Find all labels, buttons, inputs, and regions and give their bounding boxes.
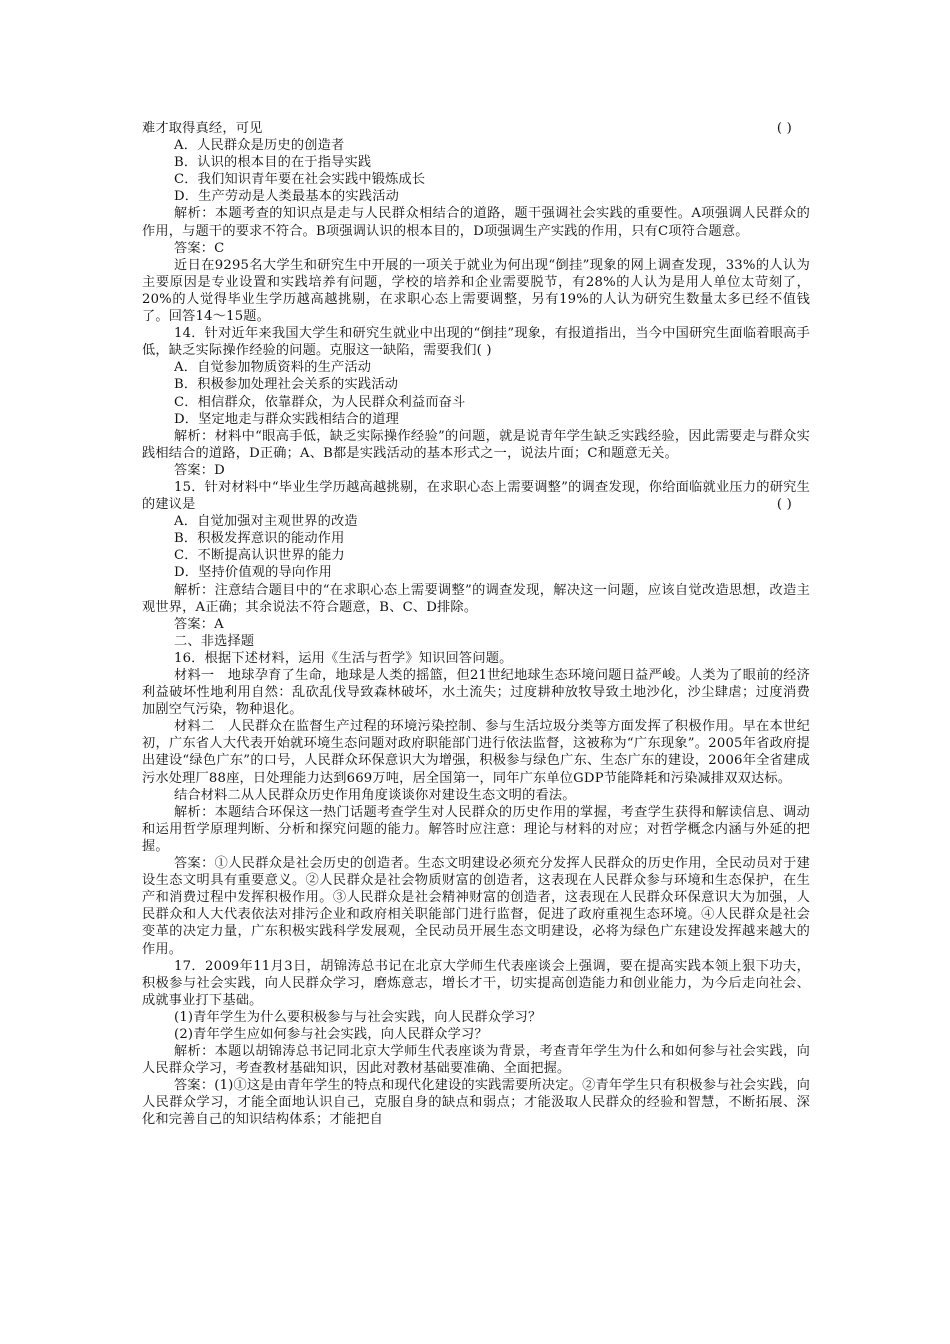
q14-answer: 答案：D (174, 462, 225, 478)
q16-answer: 答案：①人民群众是社会历史的创造者。生态文明建设必须充分发挥人民群众的历史作用，全民动员对于建设生态文明具有重要意义。②人民群众是社会物质财富的创造者，这表现在人民群众参与环境和生态保护，在生产和消费过程中发挥积极作用。③人民群众是社会精神财富的创造者，这表现在人民群众环保意识大为加强，人民群众和人大代表依法对排污企业和政府相关职能部门进行监督，促进了政府重视生态环境。④人民群众是社会变革的决定力量，广东积极实践科学发展观，全民动员开展生态文明建设，必将为绿色广东建设发挥越来越大的作用。 (142, 856, 810, 957)
q14-analysis: 解析：材料中“眼高手低，缺乏实际操作经验”的问题，就是说青年学生缺乏实践经验，因此需要走与群众实践相结合的道路，D正确；A、B都是实践活动的基本形式之一，说法片面；C和题意无关。 (142, 428, 810, 461)
q13-answer: 答案：C (174, 240, 225, 256)
q14-option-c: C．相信群众，依靠群众，为人民群众利益而奋斗 (174, 394, 466, 410)
q16-question: 结合材料二从人民群众历史作用角度谈谈你对建设生态文明的看法。 (174, 787, 576, 803)
q15-option-c: C．不断提高认识世界的能力 (174, 548, 345, 564)
q15-stem (142, 479, 810, 513)
q17-stem: 17．2009年11月3日，胡锦涛总书记在北京大学师生代表座谈会上强调，要在提高实践本领上狠下功夫，积极参与社会实践，向人民群众学习，磨炼意志，增长才干，切实提高创造能力和创业能力，为今后走向社会、成就事业打下基础。 (142, 958, 810, 1008)
q15-answer: 答案：A (174, 616, 224, 632)
q17-subquestion-2: (2)青年学生应如何参与社会实践，向人民群众学习？ (174, 1026, 488, 1042)
document-page (142, 120, 810, 1129)
shared-material: 近日在9295名大学生和研究生中开展的一项关于就业为何出现“倒挂”现象的网上调查发现，33%的人认为主要原因是专业设置和实践培养有问题，学校的培养和企业需要脱节，有28%的人认为是用人单位太苛刻了，20%的人觉得毕业生学历越高越挑剔，在求职心态上需要调整，另有19%的人认为研究生数量太多已经不值钱了。回答14～15题。 (142, 257, 810, 325)
q14-option-d: D．坚定地走与群众实践相结合的道理 (174, 411, 399, 427)
q16-analysis: 解析：本题结合环保这一热门话题考查学生对人民群众的历史作用的掌握，考查学生获得和解读信息、调动和运用哲学原理判断、分析和探究问题的能力。解答时应注意：理论与材料的对应；对哲学概念内涵与外延的把握。 (142, 804, 810, 854)
q16-material-1: 材料一 地球孕育了生命，地球是人类的摇篮，但21世纪地球生态环境问题日益严峻。人类为了眼前的经济利益破坏性地利用自然：乱砍乱伐导致森林破坏，水土流失；过度耕种放牧导致土地沙化，沙尘肆虐；过度消费加剧空气污染，物种退化。 (142, 668, 810, 718)
q15-option-d: D．坚持价值观的导向作用 (174, 565, 333, 581)
q13-option-d: D．生产劳动是人类最基本的实践活动 (174, 189, 399, 205)
q15-option-a: A．自觉加强对主观世界的改造 (174, 514, 358, 530)
q17-analysis: 解析：本题以胡锦涛总书记同北京大学师生代表座谈为背景，考查青年学生为什么和如何参与社会实践，向人民群众学习，考查教材基础知识，因此对教材基础要准确、全面把握。 (142, 1044, 810, 1077)
q16-stem: 16．根据下述材料，运用《生活与哲学》知识回答问题。 (174, 650, 513, 666)
q15-analysis: 解析：注意结合题目中的“在求职心态上需要调整”的调查发现，解决这一问题，应该自觉改造思想，改造主观世界，A正确；其余说法不符合题意，B、C、D排除。 (142, 582, 810, 615)
q13-option-c: C．我们知识青年要在社会实践中锻炼成长 (174, 172, 426, 188)
q17-answer: 答案：(1)①这是由青年学生的特点和现代化建设的实践需要所决定。②青年学生只有积极参与社会实践，向人民群众学习，才能全面地认识自己，克服自身的缺点和弱点；才能汲取人民群众的经验和智慧，不断拓展、深化和完善自己的知识结构体系；才能把自 (142, 1078, 810, 1128)
q15-option-b: B．积极发挥意识的能动作用 (174, 531, 345, 547)
q14-option-b: B．积极参加处理社会关系的实践活动 (174, 377, 399, 393)
q13-stem-tail (142, 120, 810, 137)
q14-option-a: A．自觉参加物质资料的生产活动 (174, 360, 372, 376)
section-heading: 二、非选择题 (174, 633, 255, 649)
q13-option-a: A．人民群众是历史的创造者 (174, 138, 345, 154)
q16-material-2: 材料二 人民群众在监督生产过程的环境污染控制、参与生活垃圾分类等方面发挥了积极作用。早在本世纪初，广东省人大代表开始就环境生态问题对政府职能部门进行依法监督，这被称为“广东现象”。2005年省政府提出建设“绿色广东”的口号，人民群众环保意识大为增强，积极参与绿色广东、生态广东的建设，2006年全省建成污水处理厂88座，日处理能力达到669万吨，居全国第一，同年广东单位GDP节能降耗和污染减排双双达标。 (142, 719, 810, 786)
q13-stem-text: 难才取得真经，可见 (142, 121, 263, 136)
q14-stem: 14．针对近年来我国大学生和研究生就业中出现的“倒挂”现象，有报道指出，当今中国研究生面临着眼高手低，缺乏实际操作经验的问题。克服这一缺陷，需要我们( ) (142, 326, 810, 359)
q17-subquestion-1: (1)青年学生为什么要积极参与与社会实践，向人民群众学习？ (174, 1009, 542, 1025)
q13-analysis: 解析：本题考查的知识点是走与人民群众相结合的道路，题干强调社会实践的重要性。A项强调人民群众的作用，与题干的要求不符合。B项强调认识的根本目的，D项强调生产实践的作用，只有C项符合题意。 (142, 206, 810, 239)
q13-option-b: B．认识的根本目的在于指导实践 (174, 155, 372, 171)
answer-bracket: ( ) (776, 121, 792, 136)
answer-bracket: ( ) (776, 497, 792, 513)
q15-stem-text: 15．针对材料中“毕业生学历越高越挑剔，在求职心态上需要调整”的调查发现，你给面临就业压力的研究生的建议是 (142, 479, 810, 513)
